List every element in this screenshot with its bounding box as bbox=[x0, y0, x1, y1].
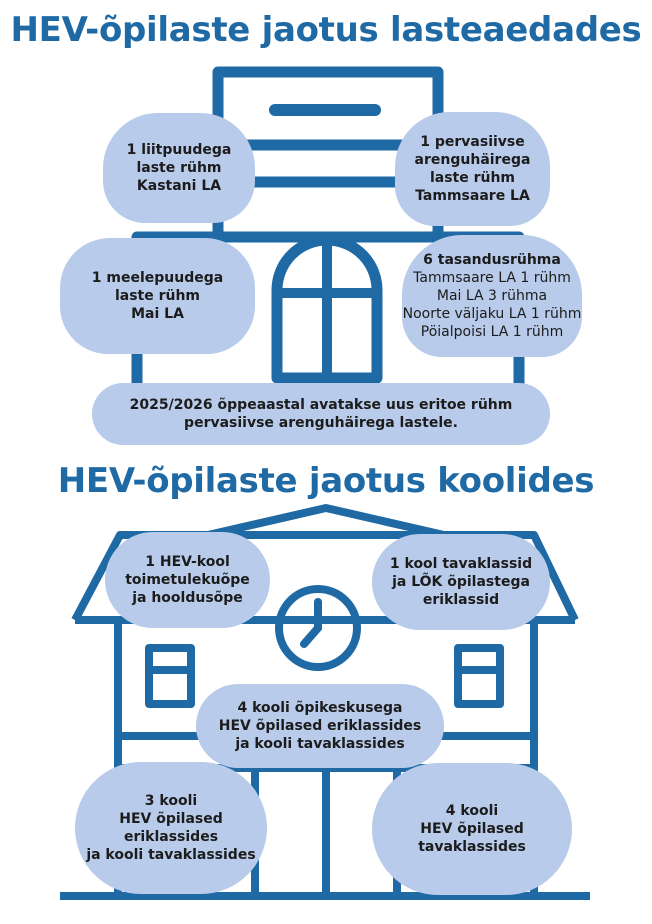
bubble-opikeskus bbox=[196, 684, 444, 768]
bubble-line: 1 kool tavaklassid bbox=[389, 555, 533, 572]
bubble-line: laste rühm bbox=[136, 159, 222, 176]
bubble-line: Kastani LA bbox=[136, 178, 222, 195]
bubble-line: eriklassid bbox=[422, 592, 500, 609]
bubble-announcement bbox=[92, 383, 550, 445]
kindergarten-section-title: HEV-õpilaste jaotus lasteaedades bbox=[10, 10, 642, 50]
bubble-line: ja kooli tavaklassides bbox=[86, 847, 256, 864]
bubble-line: 4 kooli bbox=[445, 802, 499, 819]
bubble-line: Tammsaare LA bbox=[415, 188, 530, 205]
bubble-heading: 6 tasandusrühma bbox=[423, 251, 561, 268]
bubble-line: arenguhäirega bbox=[414, 151, 531, 168]
bubble-tavaklassid-lok bbox=[372, 534, 550, 630]
bubble-line: 1 pervasiivse bbox=[420, 133, 525, 150]
bubble-line: 1 HEV-kool bbox=[145, 553, 230, 570]
bubble-line: laste rühm bbox=[429, 170, 516, 186]
bubble-tammsaare bbox=[395, 112, 550, 226]
bubble-line: Noorte väljaku LA 1 rühm bbox=[402, 306, 582, 323]
bubble-line: 1 liitpuudega bbox=[126, 141, 232, 158]
bubble-neli-kooli bbox=[372, 763, 572, 895]
bubble-tasandus bbox=[402, 235, 582, 357]
bubble-line: Mai LA bbox=[131, 306, 184, 323]
bubble-line: pervasiivse arenguhäirega lastele. bbox=[184, 415, 458, 431]
bubble-line: laste rühm bbox=[114, 287, 201, 304]
bubble-line: Mai LA 3 rühma bbox=[436, 287, 548, 304]
bubble-line: ja LÕK õpilastega bbox=[392, 573, 530, 590]
bubble-line: 1 meelepuudega bbox=[91, 269, 224, 286]
bubble-line: ja kooli tavaklassides bbox=[235, 736, 405, 753]
bubble-line: 2025/2026 õppeaastal avatakse uus eritoe rühm bbox=[129, 396, 513, 413]
bubble-mai bbox=[60, 238, 255, 354]
bubble-line: eriklassides bbox=[123, 829, 219, 845]
bubble-line: 4 kooli õpikeskusega bbox=[237, 699, 403, 716]
bubble-line: Pöialpoisi LA 1 rühm bbox=[420, 324, 564, 341]
bubble-kolm-kooli bbox=[75, 762, 267, 894]
bubble-line: HEV õpilased eriklassides bbox=[218, 717, 422, 734]
bubble-line: ja hooldusõpe bbox=[132, 590, 243, 607]
bubble-line: 3 kooli bbox=[144, 792, 198, 809]
bubble-kastani bbox=[103, 113, 255, 223]
bubble-line: toimetulekuõpe bbox=[125, 571, 250, 588]
bubble-line: HEV õpilased bbox=[420, 820, 524, 837]
bubble-line: HEV õpilased bbox=[119, 810, 223, 827]
school-section-title: HEV-õpilaste jaotus koolides bbox=[57, 461, 595, 501]
bubble-hev-kool bbox=[105, 532, 270, 628]
bubble-line: Tammsaare LA 1 rühm bbox=[413, 269, 571, 286]
bubble-line: tavaklassides bbox=[418, 839, 526, 856]
clock-icon bbox=[279, 589, 357, 667]
